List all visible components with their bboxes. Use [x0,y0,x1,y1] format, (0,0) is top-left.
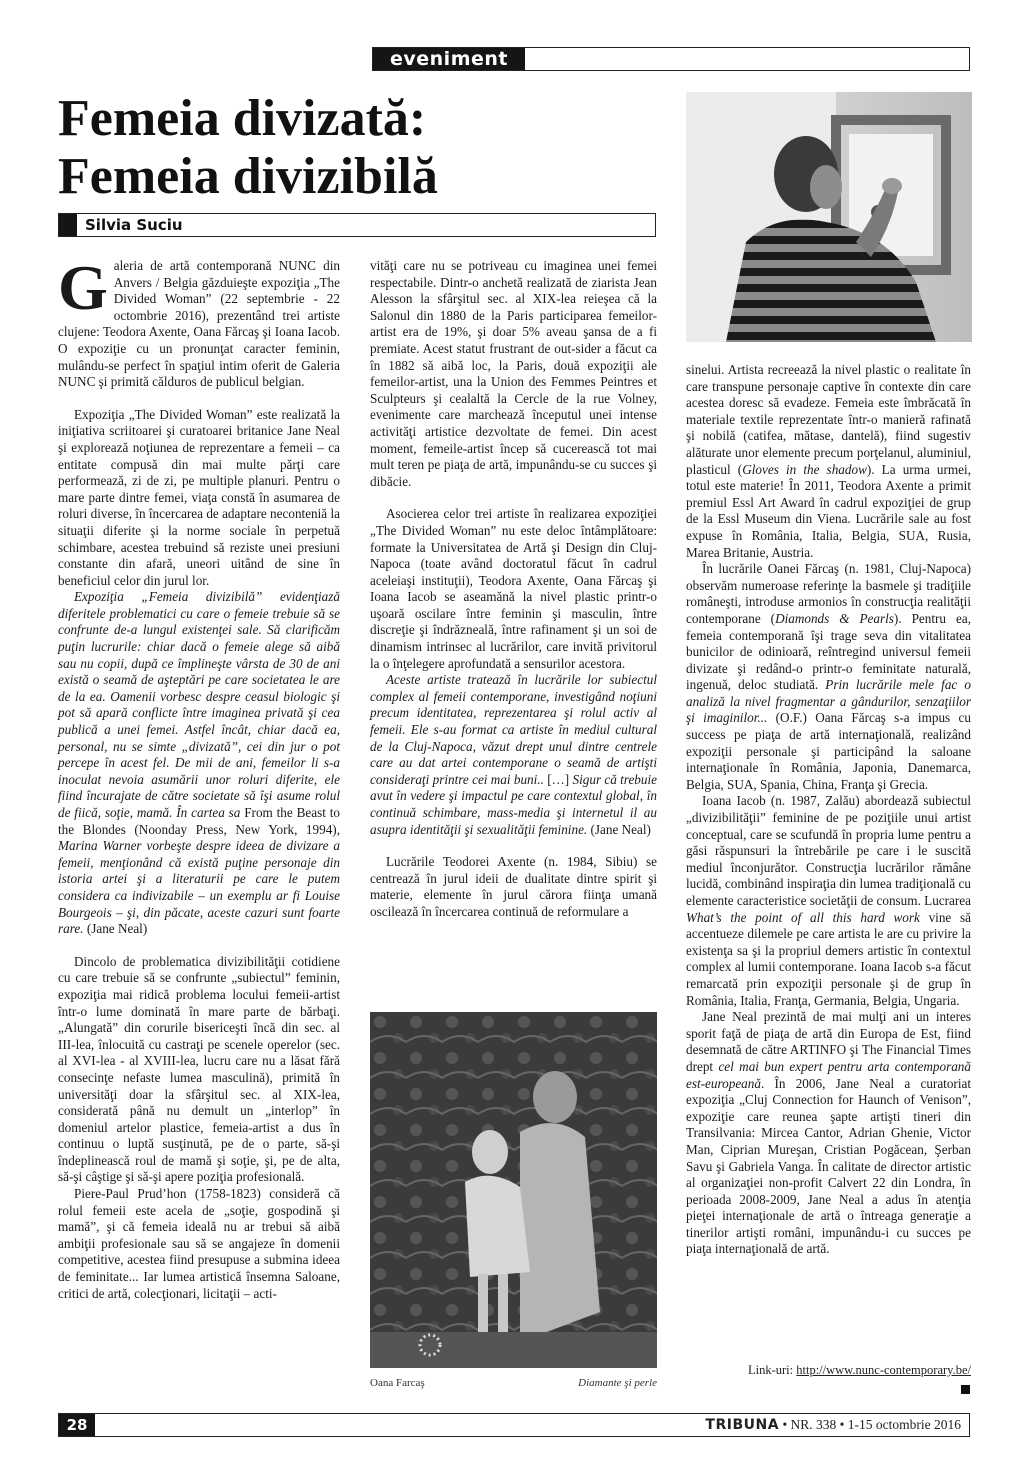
title-line-1: Femeia divizată: [58,90,427,147]
text: (Jane Neal) [83,921,148,937]
text: ). Pentru ea, femeia contemporană îşi trage seva din vitalitatea bunicilor de odinioară, reîntregind universul femeii divizate şi redând-o printr-o feminitate naturală, ingenuă, deloc studiată. [686,610,971,693]
text: Ioana Iacob (n. 1987, Zalău) abordează subiectul „divizibilităţii” feminine de pe poziţiile unui artist conceptual, care se scufundă în propria lume pentru a găsi răspunsuri la întrebările pe care i le suscită mediul înconjurător. Construcţia lucrărilor rămâne lucidă, combinând inspiraţia din lumea tradiţională cu elemente caracteristice societăţii de consum. Lucrarea [686,793,971,908]
title-line-2: Femeia divizibilă [58,148,438,205]
issue-info: • NR. 338 • 1-15 octombrie 2016 [779,1417,961,1432]
publication-name: TRIBUNA [705,1417,780,1433]
text: În lucrările Oanei Fărcaş (n. 1981, Cluj-Napoca) observăm numeroase referinţe la basmele şi tradiţiile româneşti, introduse armonios în construcţia realităţii contemporane ( [686,561,971,626]
text-italic: Marina Warner vorbeşte despre ideea de divizare a femeii, menţionând că există puţine personaje din istoria artei şi a literaturii pe care le putem considera ca indivizabile – un exemplu ar fi Louise Bourgeois – şi, din păcate, aceste cazuri sunt foarte rare. [58,838,340,937]
text-italic: Gloves in the shadow [742,461,867,477]
photo-caption-title: Diamante şi perle [578,1377,657,1389]
end-of-article-mark [961,1385,970,1394]
paragraph: vităţi care nu se potriveau cu imaginea unei femei respectabile. Dintr-o anchetă realizată de ziarista Jean Alesson la sfârşitul sec. al XIX-lea reieşea că la Salonul din 1880 de la Paris participarea femeilor-artist era de 19%, şi doar 5% aveau şansa de a fi premiate. Acest statut frustrant de out-sider a făcut ca în 1882 să aibă loc, la Paris, două expoziţii ale femeilor-artist, una la Union des Femmes Peintres et Sculpteurs şi cealaltă la Cercle de la rue Volney, evenimente care marchează începutul unei intense activităţi artistice dezvoltate de femei. Din acest moment, femeile-artist încep să cucerească tot mai mult teren pe piaţa de artă, impunându-se cu succes şi dibăcie. [370,258,657,489]
paragraph: Lucrările Teodorei Axente (n. 1984, Sibiu) se centrează în jurul ideii de dualitate dintre spirit şi materie, elemente în jurul cărora fiinţa umană oscilează în încercarea continuă de reformulare a [370,854,657,919]
links-label: Link-uri: [748,1363,797,1377]
paragraph: Expoziţia „The Divided Woman” este realizată la iniţiativa scriitoarei şi curatoarei britanice Jane Neal şi explorează noţiunea de reprezentare a femeii – ca entitate compusă din mai multe părţi care performează, zi de zi, pe multiple planuri. Pentru o mare parte dintre femei, viaţa constă în asumarea de roluri diverse, în încercarea de adaptare neconteniă la situaţii diferite şi la norme sociale în perpetuă schimbare, acestea trebuind să reziste unei presiuni constante din afară, uneori uitând de sine în beneficiul celor din jurul lor. [58,406,340,588]
text-italic: What’s the point of all this hard work [686,909,920,925]
text-italic: Expoziţia „Femeia divizibilă” evidenţiază diferitele problematici cu care o femeie trebuie să se confrunte de-a lungul existenţei sale. Să clarificăm puţin lucrurile: chiar dacă o femeie alege să aibă sau nu copii, după ce împlineşte vârsta de 30 de ani există o seamă de aşteptări pe care societatea le are de la ea. Oamenii vorbesc despre ceasul biologic şi pot să apară conflicte între imaginea privată şi cea publică a unei femei. Astfel încât, chiar dacă ea, personal, nu se simte „divizată”, cei din jur o pot percepe în acest fel. De mii de ani, femeilor li s-a inoculat nevoia asumării unor roluri diferite, ele fiind încurajate de către societate să îşi asume rolul de fiică, soţie, mamă. În cartea sa [58,589,340,820]
text-italic: Sigur că trebuie avut în vedere şi impactul pe care contextul global, în continuă schimbare, mass-media şi internetul il au asupra identităţii şi sexualităţii feminine. [370,771,658,837]
artwork-illustration [370,1012,657,1368]
author-bar [58,213,656,237]
paragraph: Dincolo de problematica divizibilităţii cotidiene cu care trebuie să se confrunte „subiectul” feminin, expoziţia mai ridică problema locului femeii-artist într-o lume dominată în mare parte de bărbaţi. „Alungată” din corurile bisericeşti încă din sec. al III-lea, înlocuită cu castraţi pe scenele operelor (sec. al XVI-lea - al XVIII-lea, lucru care nu a lăsat fără consecinţe nefaste lumea masculină), primită în universităţi doar la sfârşitul sec. al XIX-lea, considerată până nu demult un „interlop” în domeniul artelor plastice, femeia-artist a dus în continuu o luptă susţinută, pe de o parte, să-şi îndeplinească roul de mamă şi soţie, şi, pe de alta, să-şi câştige şi să-şi apere poziţia profesională. [58,953,340,1185]
text: […] [543,771,573,787]
text: Jane Neal prezintă de mai mulţi ani un interes sporit faţă de piaţa de artă din Europa de Est, fiind desemnată de către ARTINFO şi The Financial Times drept [686,1009,971,1074]
paragraph: Asocierea celor trei artiste în realizarea expoziţiei „The Divided Woman” nu este deloc întâmplătoare: formate la Universitatea de Artă şi Design din Cluj-Napoca (toate având doctoratul făcut în cadrul aceleiaşi instituţii), Teodora Axente, Oana Fărcaş şi Ioana Iacob se aseamănă la nivel plastic printr-o uşoară oscilare între feminin şi masculin, între discreţie şi îndrăzneală, între rafinament şi un soi de dinamism intrinsec al lucrărilor, care invită privitorul la o înţelegere aprofundată a sensurilor acestora. [370,506,657,671]
paragraph: Piere-Paul Prud’hon (1758-1823) consideră că rolul femeii este acela de „soţie, gospodină şi mamă”, şi că femeia ideală nu ar trebui să aibă ambiţii profesionale sau să se angajeze în domenii competitive, acestea fiind presupuse a submina ideea de feminitate... Iar lumea artistică însemna Saloane, critici de artă, colecţionari, licitaţii – acti- [58,1186,340,1301]
paragraph [686,561,971,793]
text: From the Beast to the Blondes (Noonday Press, New York, 1994), [58,805,340,837]
artist-photo [686,92,972,342]
text-italic: Diamonds & Pearls [775,610,894,626]
text: (O.F.) Oana Fărcaş s-a impus cu success pe piaţa de artă internaţională, realizând expoziţii personale şi participând la saloane internaţionale în România, Japonia, Danemarca, Belgia, SUA, Spania, China, Franţa şi Grecia. [686,710,971,792]
text-italic: cel mai bun expert pentru arta contemporană est-europeană [686,1058,971,1091]
paragraph [686,1009,971,1258]
paragraph [58,252,340,391]
paragraph [58,589,340,937]
section-bar [372,47,970,71]
paragraph [686,362,971,561]
article-title [58,90,658,206]
column-3 [686,362,971,1258]
text: sinelui. Artista recreează la nivel plastic o realitate în care transpune personaje captive în contexte din care acestea doresc să evadeze. Femeia este îmbrăcată în materiale textile reprezentate într-o manieră rafinată şi nobilă (catifea, mătase, dantelă), fiind sugestiv alăturate unor elemente precum porţelanul, aluminiul, plasticul ( [686,362,971,477]
nunc-link[interactable]: http://www.nunc-contemporary.be/ [796,1363,971,1377]
text: . În 2006, Jane Neal a curatoriat expoziţia „Cluj Connection for Haunch of Venison”, expoziţie care reunea şapte artişti tineri din Transilvania: Mircea Cantor, Adrian Ghenie, Victor Man, Ciprian Mureşan, Cristian Pogăcean, Şerban Savu şi Gabriela Vanga. În calitate de director artistic al organizaţiei non-profit Calvert 22 din Londra, în perioada 2008-2009, Jane Neal a adus în atenţia pieţei internaţionale de artă o întreaga generaţie a tinerilor artişti români, impunându-i cu succes pe piaţa internaţională de artă. [686,1075,971,1257]
text: ). La urma urmei, totul este materie! În 2011, Teodora Axente a primit premiul Essl Art Award în cadrul expoziţiei de grup de la Essl Museum din Viena. Lucrările sale au fost expuse în România, Italia, Belgia, SUA, Rusia, Marea Britanie, Austria. [686,461,971,560]
text: vine să accentueze dilemele pe care artista le are cu privire la existenţa sa şi la propriul demers artistic în contextul complex al lumii contemporane. Ioana Iacob s-a făcut remarcată prin expoziţii personale şi de grup în România, Italia, Franţa, Germania, Belgia, Ungaria. [686,909,971,1008]
text: (Jane Neal) [587,821,651,837]
text-italic: Aceste artiste tratează în lucrările lor subiectul complex al femeii contemporane, investigând noţiuni precum identitatea, reprezentarea şi rolul activ al femeii. Ele s-au format ca artiste în mediul cultural de la Cluj-Napoca, văzut drept unul dintre centrele care au dat artei contemporane o seamă de artişti consideraţi printre cei mai buni.. [370,672,657,787]
paragraph [370,672,657,838]
section-label: eveniment [373,48,525,70]
links-line [686,1363,971,1378]
paragraph [686,793,971,1009]
author-name: Silvia Suciu [85,216,183,234]
footer-publication [705,1414,961,1436]
column-2 [370,258,657,921]
column-1 [58,252,340,1302]
footer [58,1413,970,1437]
artist-photo-illustration [686,92,972,342]
text-italic: Prin lucrările mele fac o analiză la nivel fragmentar a gândurilor, senzaţiilor şi imaginilor... [686,677,971,726]
page-number: 28 [59,1414,95,1436]
drop-cap: G [58,252,108,323]
artwork-photo [370,1012,657,1368]
photo-caption-artist: Oana Farcaş [370,1377,425,1389]
author-mark [59,214,77,236]
text: aleria de artă contemporană NUNC din Anvers / Belgia găzduieşte expoziţia „The Divided Woman” (22 septembrie - 22 octombrie 2016), prezentând trei artiste clujene: Teodora Axente, Oana Fărcaş şi Ioana Iacob. O expoziţie cu un pronunţat caracter feminin, mulându-se perfect în spaţiul intim oferit de Galeria NUNC şi primită călduros de publicul belgian. [58,258,340,390]
